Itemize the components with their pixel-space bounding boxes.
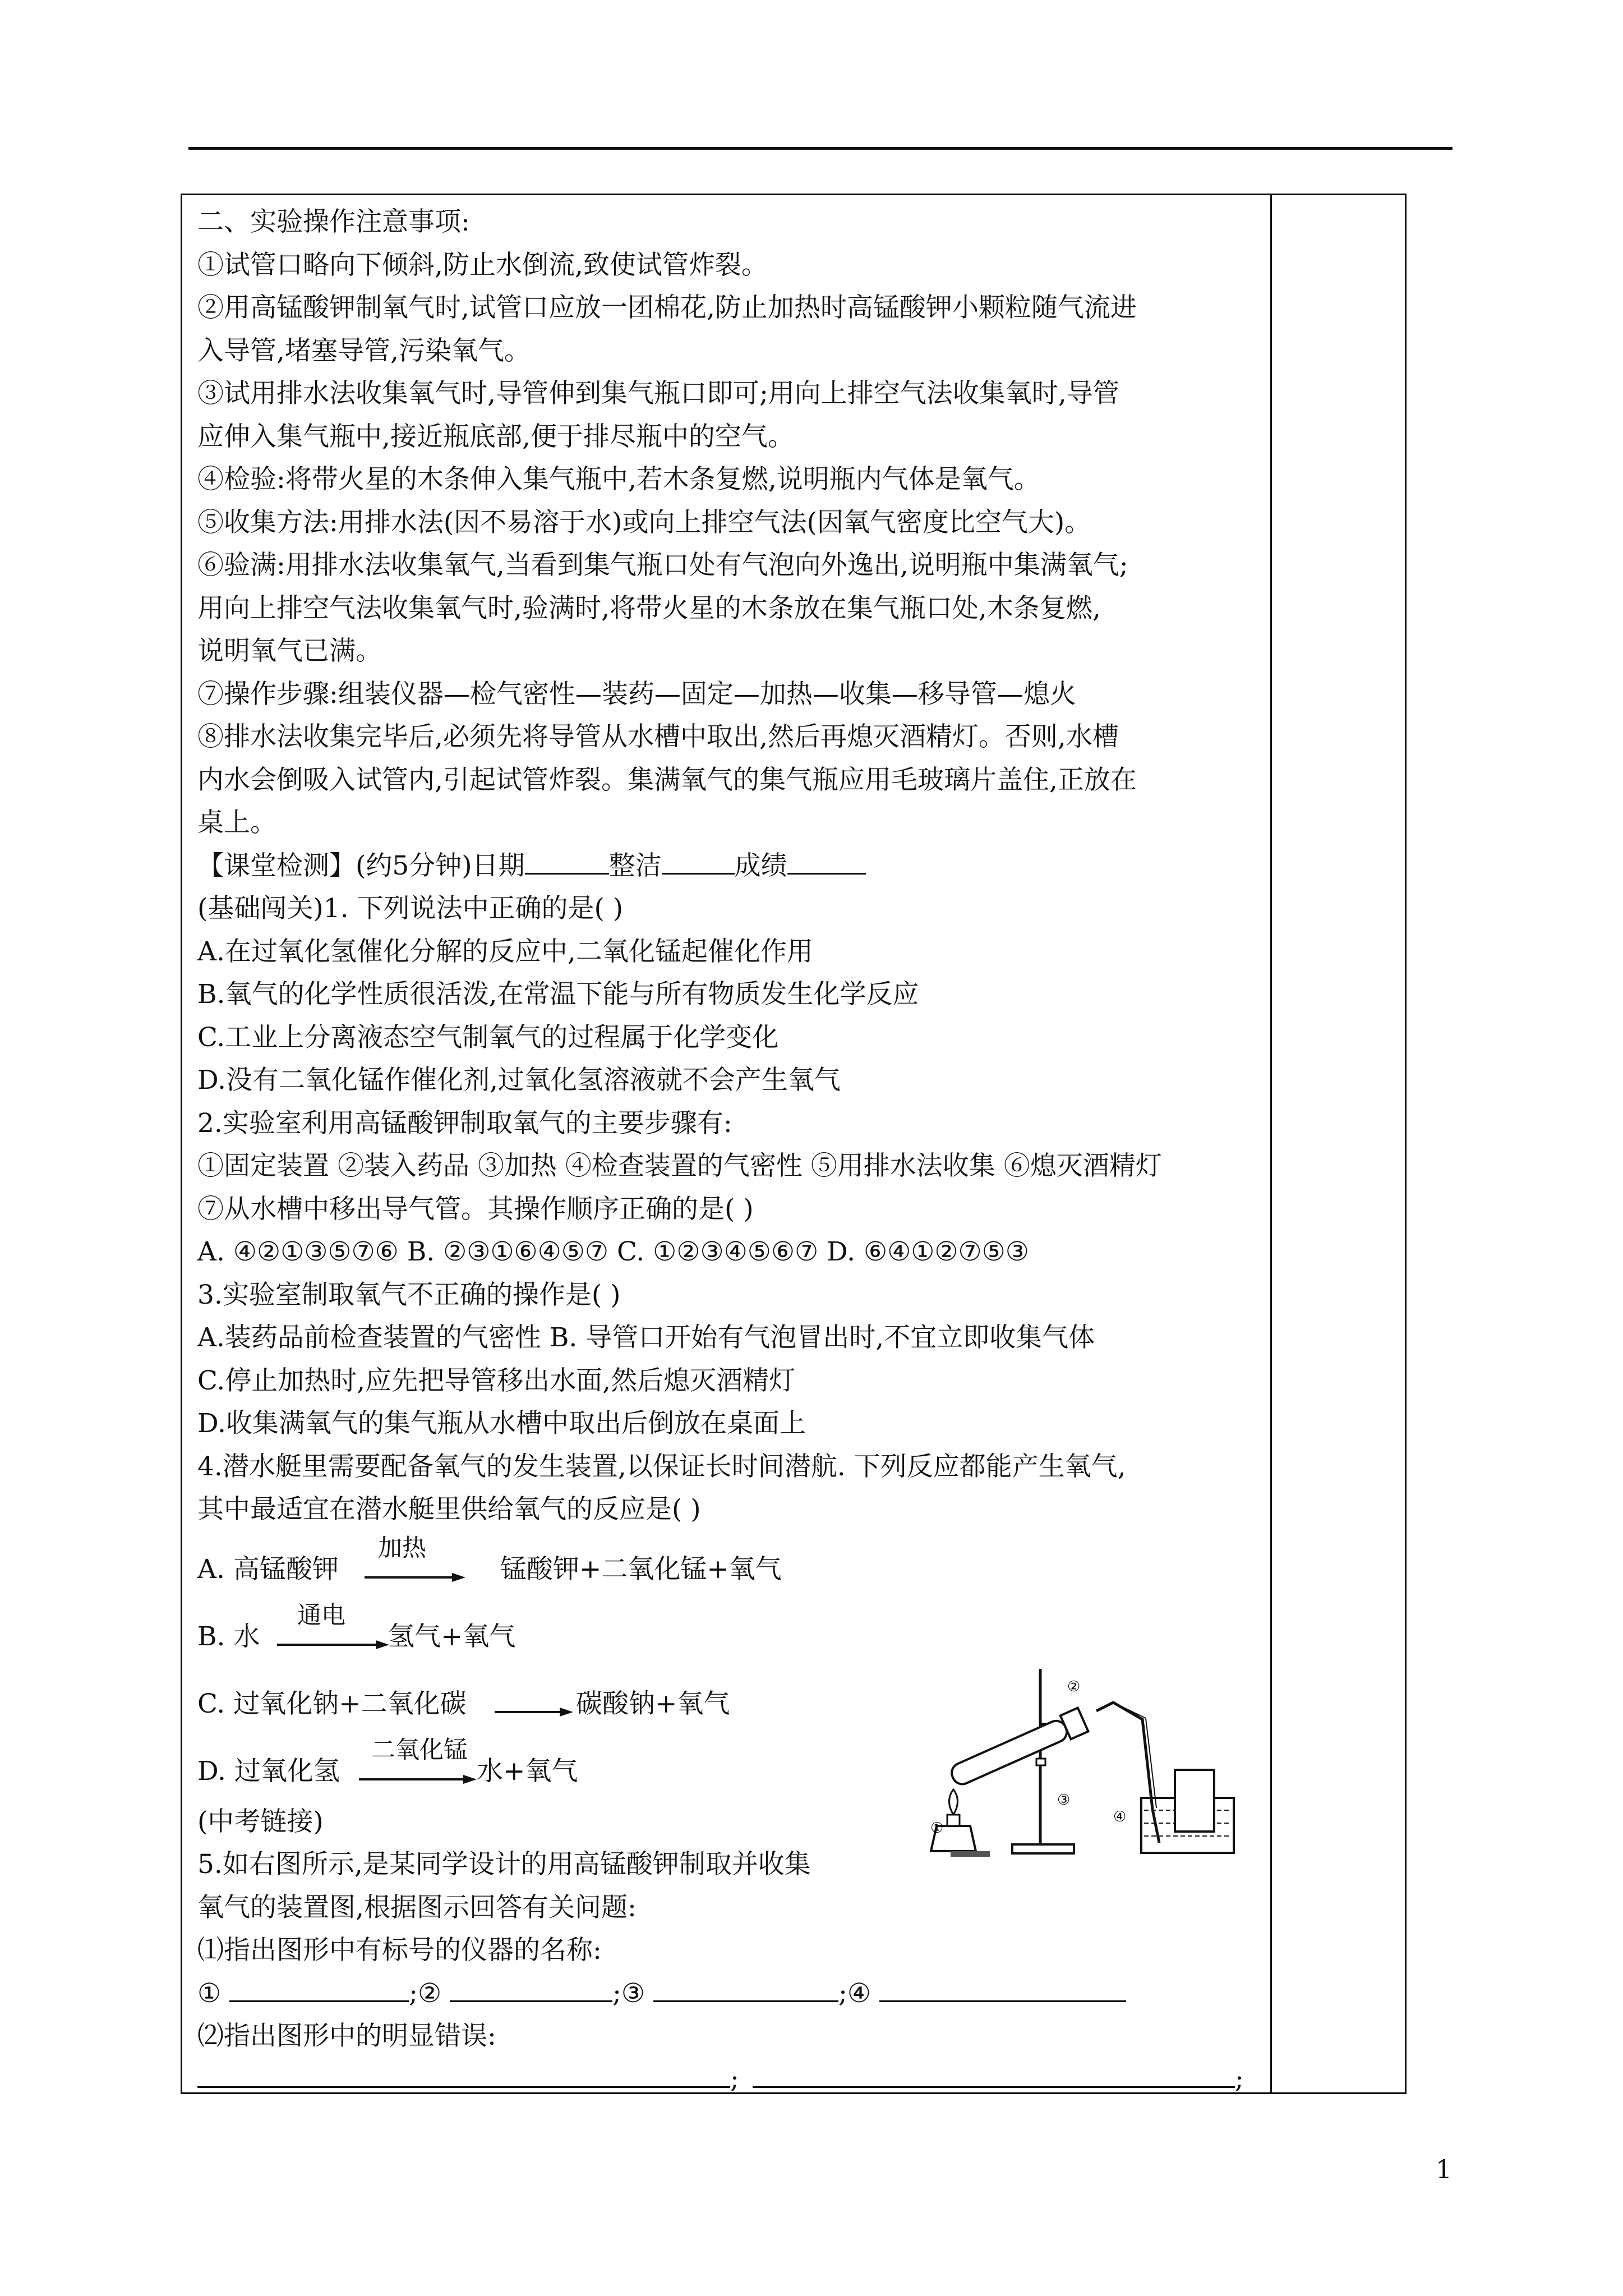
reaction-d-product: 水+氧气 (477, 1755, 578, 1787)
q2-move-step: ⑦从水槽中移出导气管。其操作顺序正确的是( ) (197, 1193, 754, 1225)
mark-2: ② (417, 1977, 442, 2009)
reaction-c-reactant: C. 过氧化钠+二氧化碳 (197, 1688, 467, 1719)
q1-option-a: A.在过氧化氢催化分解的反应中,二氧化锰起催化作用 (197, 936, 813, 967)
reaction-d-reactant: D. 过氧化氢 (197, 1755, 340, 1787)
score-blank[interactable] (787, 848, 866, 875)
answer-blank-3[interactable] (653, 1976, 838, 2002)
note-3-line-2: 应伸入集气瓶中,接近瓶底部,便于排尽瓶中的空气。 (197, 421, 794, 452)
q5-error-blanks: ; ; (197, 2058, 1269, 2101)
mark-3: ③ (621, 1977, 645, 2009)
reaction-b-product: 氢气+氧气 (388, 1621, 516, 1652)
figure-label-4: ④ (1113, 1809, 1127, 1825)
q3-stem: 3.实验室制取氧气不正确的操作是( ) (197, 1279, 621, 1310)
answer-blank-1[interactable] (229, 1976, 409, 2002)
q1-stem: (基础闯关)1. 下列说法中正确的是( ) (197, 893, 624, 924)
q3-option-ab: A.装药品前检查装置的气密性 B. 导管口开始有气泡冒出时,不宜立即收集气体 (197, 1322, 1095, 1353)
figure-label-1: ① (930, 1820, 944, 1837)
q3-option-c: C.停止加热时,应先把导管移出水面,然后熄灭酒精灯 (197, 1365, 796, 1396)
q1-option-c: C.工业上分离液态空气制氧气的过程属于化学变化 (197, 1022, 779, 1053)
note-8-line-2: 内水会倒吸入试管内,引起试管炸裂。集满氧气的集气瓶应用毛玻璃片盖住,正放在 (197, 764, 1137, 795)
q4-stem-line-2: 其中最适宜在潜水艇里供给氧气的反应是( ) (197, 1494, 701, 1525)
q1-option-b: B.氧气的化学性质很活泼,在常温下能与所有物质发生化学反应 (197, 979, 919, 1010)
q5-stem-line-2: 氧气的装置图,根据图示回答有关问题: (197, 1892, 637, 1923)
test-tube-icon (948, 1708, 1089, 1789)
flame-icon (949, 1789, 958, 1815)
note-7: ⑦操作步骤:组装仪器—检气密性—装药—固定—加热—收集—移导管—熄火 (197, 678, 1076, 710)
note-4: ④检验:将带火星的木条伸入集气瓶中,若木条复燃,说明瓶内气体是氧气。 (197, 464, 1040, 495)
gas-bottle-icon (1175, 1770, 1214, 1832)
score-label: 成绩 (734, 850, 787, 881)
q2-options: A. ④②①③⑤⑦⑥ B. ②③①⑥④⑤⑦ C. ①②③④⑤⑥⑦ D. ⑥④①②⑦⑤③ (197, 1236, 1029, 1267)
figure-label-3: ③ (1057, 1792, 1071, 1809)
page-number: 1 (1436, 2154, 1453, 2184)
q5-part-2: ⑵指出图形中的明显错误: (197, 2021, 496, 2051)
mark-1: ① (197, 1977, 222, 2009)
q2-stem: 2.实验室利用高锰酸钾制取氧气的主要步骤有: (197, 1107, 732, 1139)
class-check-title: 【课堂检测】(约5分钟)日期 (197, 850, 525, 881)
note-8-line-1: ⑧排水法收集完毕后,必须先将导管从水槽中取出,然后再熄灭酒精灯。否则,水槽 (197, 721, 1119, 752)
q5-part-1: ⑴指出图形中有标号的仪器的名称: (197, 1935, 602, 1966)
error-blank-1[interactable] (197, 2062, 730, 2088)
reaction-c-product: 碳酸钠+氧气 (576, 1688, 730, 1719)
q5-link: (中考链接) (197, 1806, 324, 1837)
answer-blank-4[interactable] (879, 1976, 1126, 2002)
mark-4: ④ (847, 1977, 871, 2009)
table-column-divider (1270, 194, 1272, 2094)
reaction-d-condition: 二氧化锰 (371, 1736, 468, 1764)
reaction-arrow-icon (277, 1639, 389, 1650)
q1-option-d: D.没有二氧化锰作催化剂,过氧化氢溶液就不会产生氧气 (197, 1065, 841, 1096)
q5-instrument-blanks: ① ;② ;③ ;④ (197, 1972, 1269, 2016)
note-6-line-3: 说明氧气已满。 (197, 636, 382, 666)
note-6-line-2: 用向上排空气法收集氧气时,验满时,将带火星的木条放在集气瓶口处,木条复燃, (197, 592, 1101, 624)
note-5: ⑤收集方法:用排水法(因不易溶于水)或向上排空气法(因氧气密度比空气大)。 (197, 507, 1091, 538)
reaction-b-condition: 通电 (297, 1601, 345, 1630)
q4-reaction-a (197, 1531, 1269, 1599)
error-blank-2[interactable] (753, 2062, 1235, 2088)
reaction-arrow-icon (495, 1706, 573, 1718)
class-check-line (197, 845, 1269, 888)
reaction-a-condition: 加热 (378, 1534, 426, 1562)
tidy-label: 整洁 (608, 850, 662, 881)
stand-clamp (1036, 1759, 1045, 1765)
note-3-line-1: ③试用排水法收集氧气时,导管伸到集气瓶口即可;用向上排空气法收集氧时,导管 (197, 378, 1119, 409)
reaction-a-reactant: A. 高锰酸钾 (197, 1553, 339, 1585)
note-1: ①试管口略向下倾斜,防止水倒流,致使试管炸裂。 (197, 249, 768, 280)
q2-steps: ①固定装置 ②装入药品 ③加热 ④检查装置的气密性 ⑤用排水法收集 ⑥熄灭酒精灯 (197, 1151, 1162, 1181)
note-2-line-1: ②用高锰酸钾制氧气时,试管口应放一团棉花,防止加热时高锰酸钾小颗粒随气流进 (197, 292, 1137, 323)
reaction-arrow-icon (365, 1572, 465, 1583)
note-8-line-3: 桌上。 (197, 807, 276, 838)
answer-blank-2[interactable] (450, 1976, 612, 2002)
tidy-blank[interactable] (662, 848, 735, 875)
note-2-line-2: 入导管,堵塞导管,污染氧气。 (197, 335, 531, 366)
date-blank[interactable] (525, 848, 609, 875)
notes-heading: 二、实验操作注意事项: (197, 206, 470, 237)
wood-block (951, 1851, 990, 1857)
reaction-a-product: 锰酸钾+二氧化锰+氧气 (500, 1553, 782, 1585)
reaction-b-reactant: B. 水 (197, 1621, 260, 1652)
reaction-arrow-icon (359, 1774, 477, 1785)
note-6-line-1: ⑥验满:用排水法收集氧气,当看到集气瓶口处有气泡向外逸出,说明瓶中集满氧气; (197, 550, 1128, 581)
q5-stem-line-1: 5.如右图所示,是某同学设计的用高锰酸钾制取并收集 (197, 1849, 811, 1880)
figure-label-2: ② (1067, 1678, 1081, 1695)
oxygen-apparatus-diagram (928, 1658, 1242, 1860)
delivery-tube (1096, 1703, 1159, 1843)
q4-reaction-b (197, 1599, 1269, 1666)
q4-stem-line-1: 4.潜水艇里需要配备氧气的发生装置,以保证长时间潜航. 下列反应都能产生氧气, (197, 1451, 1126, 1482)
stand-base (1012, 1844, 1074, 1853)
q3-option-d: D.收集满氧气的集气瓶从水槽中取出后倒放在桌面上 (197, 1408, 806, 1439)
header-rule (188, 147, 1453, 150)
